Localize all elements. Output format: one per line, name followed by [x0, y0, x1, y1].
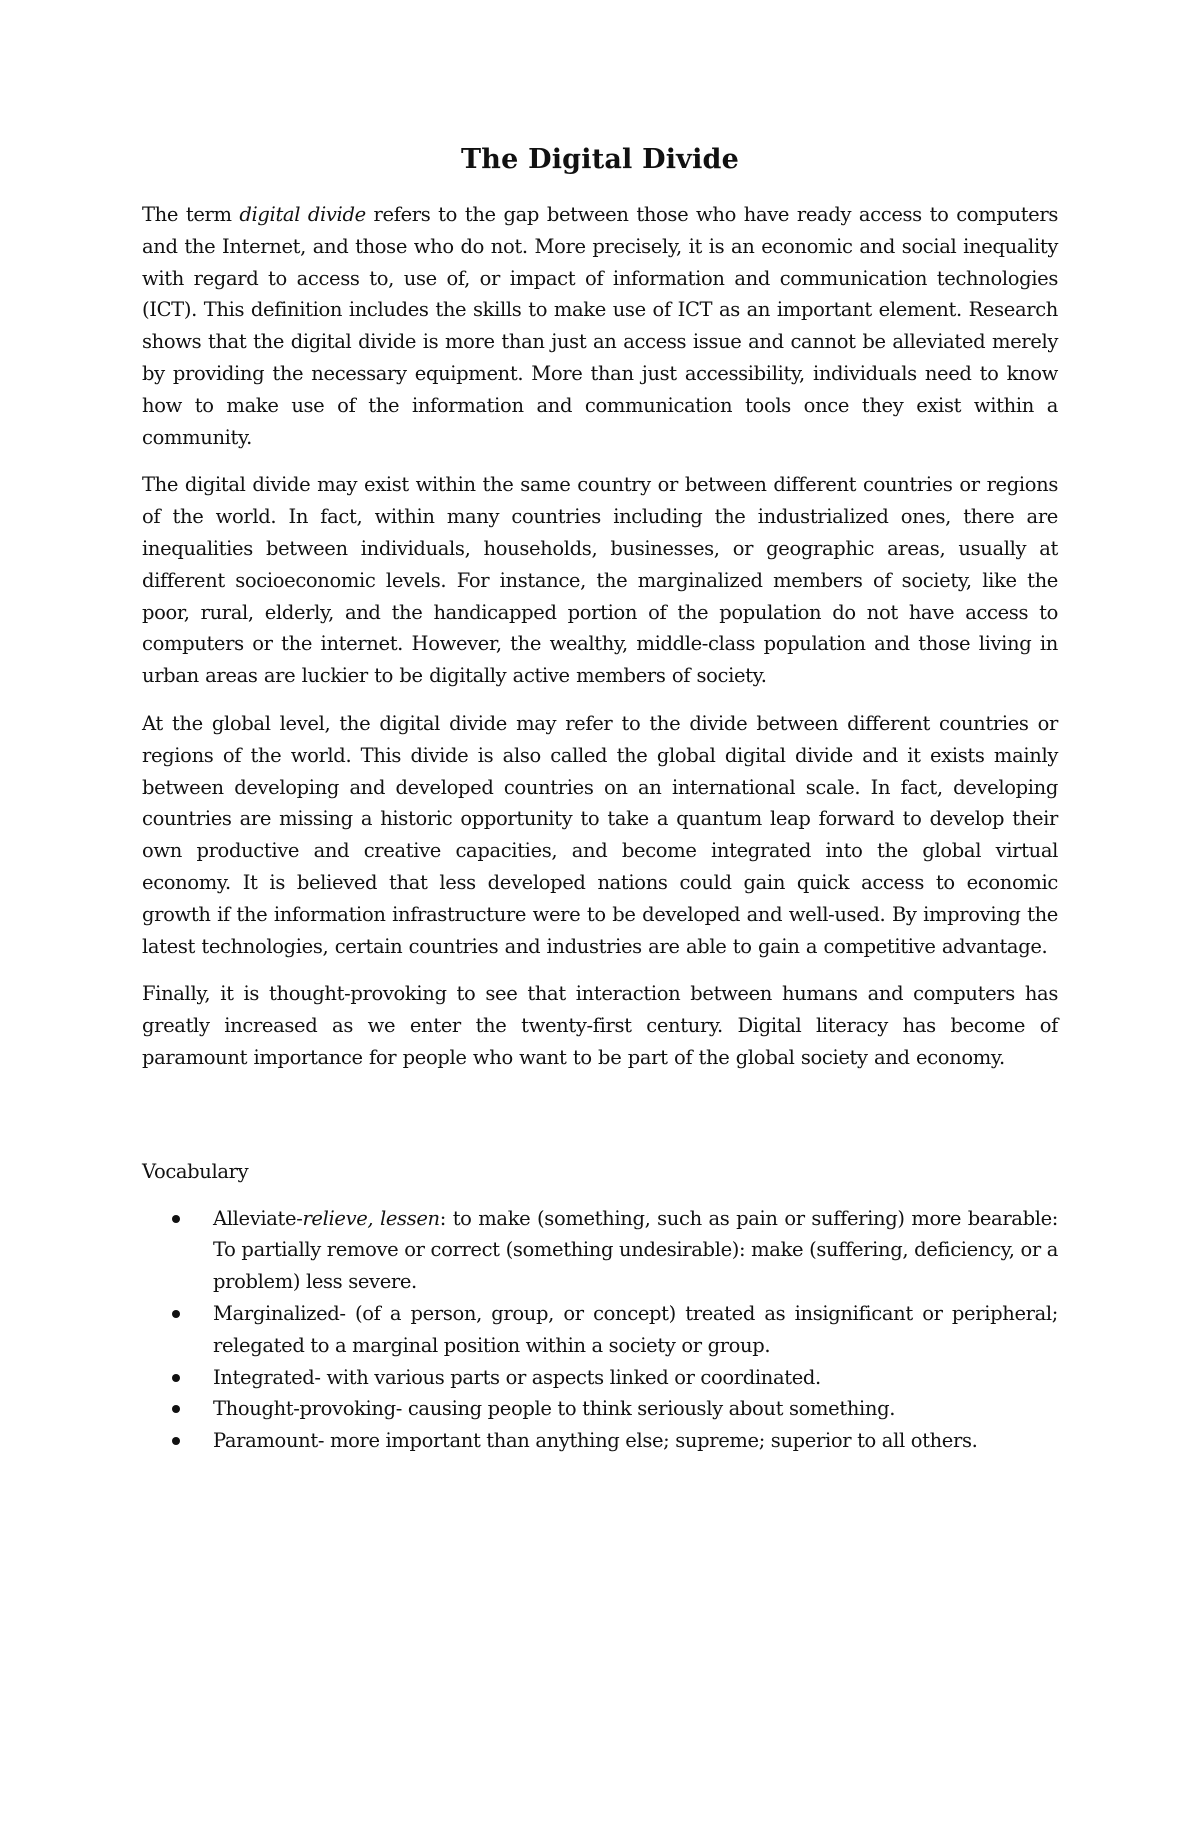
vocabulary-definition: more important than anything else; supreme; superior to all others. [324, 1429, 978, 1453]
vocabulary-term: Integrated- [213, 1365, 321, 1389]
paragraph-1-rest: refers to the gap between those who have ready access to computers and the Internet, and those who do not. More precisely, it is an economic and social inequality with regard to access to, use of, or impact of information and communication technologies (ICT). This definition includes the skills to make use of ICT as an important element. Research shows that the digital divide is more than just an access issue and cannot be alleviated merely by providing the necessary equipment. More than just accessibility, individuals need to know how to make use of the information and communication tools once they exist within a community. [142, 203, 1058, 449]
vocabulary-definition: with various parts or aspects linked or coordinated. [320, 1365, 821, 1389]
vocabulary-term: Marginalized- [213, 1301, 346, 1325]
vocabulary-heading: Vocabulary [142, 1159, 249, 1183]
term-digital-divide: digital divide [239, 203, 366, 226]
document-page [142, 0, 1058, 1457]
vocabulary-item [142, 1298, 1058, 1362]
bullet-icon [172, 1374, 180, 1382]
bullet-icon [172, 1310, 180, 1318]
vocabulary-item [142, 1203, 1058, 1298]
paragraph-4: Finally, it is thought-provoking to see that interaction between humans and computers has greatly increased as we enter the twenty-first century. Digital literacy has become of paramount importance for people who want to be part of the global society and economy. [142, 982, 1058, 1069]
vocabulary-synonyms: relieve, lessen [302, 1206, 440, 1230]
vocabulary-definition: causing people to think seriously about something. [402, 1397, 896, 1421]
bullet-icon [172, 1437, 180, 1445]
vocabulary-term: Alleviate- [213, 1206, 303, 1230]
paragraph-1 [142, 199, 1058, 453]
bullet-icon [172, 1215, 180, 1223]
vocabulary-term: Thought-provoking- [213, 1397, 403, 1421]
vocabulary-item [142, 1393, 1058, 1425]
vocabulary-item [142, 1362, 1058, 1394]
document-title: The Digital Divide [460, 144, 739, 175]
vocabulary-list [142, 1203, 1058, 1457]
vocabulary-item [142, 1425, 1058, 1457]
paragraph-3: At the global level, the digital divide may refer to the divide between different countries or regions of the world. This divide is also called the global digital divide and it exists mainly between developing and developed countries on an international scale. In fact, developing countries are missing a historic opportunity to take a quantum leap forward to develop their own productive and creative capacities, and become integrated into the global virtual economy. It is believed that less developed nations could gain quick access to economic growth if the information infrastructure were to be developed and well-used. By improving the latest technologies, certain countries and industries are able to gain a competitive advantage. [142, 711, 1058, 958]
vocabulary-term: Paramount- [213, 1429, 325, 1453]
vocabulary-definition: (of a person, group, or concept) treated as insignificant or peripheral; relegated to a marginal position within a society or group. [213, 1301, 1058, 1357]
paragraph-2: The digital divide may exist within the same country or between different countries or regions of the world. In fact, within many countries including the industrialized ones, there are inequalities between individuals, households, businesses, or geographic areas, usually at different socioeconomic levels. For instance, the marginalized members of society, like the poor, rural, elderly, and the handicapped portion of the population do not have access to computers or the internet. However, the wealthy, middle-class population and those living in urban areas are luckier to be digitally active members of society. [142, 473, 1058, 688]
bullet-icon [172, 1405, 180, 1413]
paragraph-1-lead: The term [142, 203, 240, 226]
vocabulary-definition: : to make (something, such as pain or suffering) more bearable: To partially remove or correct (something undesirable): make (suffering, deficiency, or a problem) less severe. [213, 1206, 1058, 1294]
